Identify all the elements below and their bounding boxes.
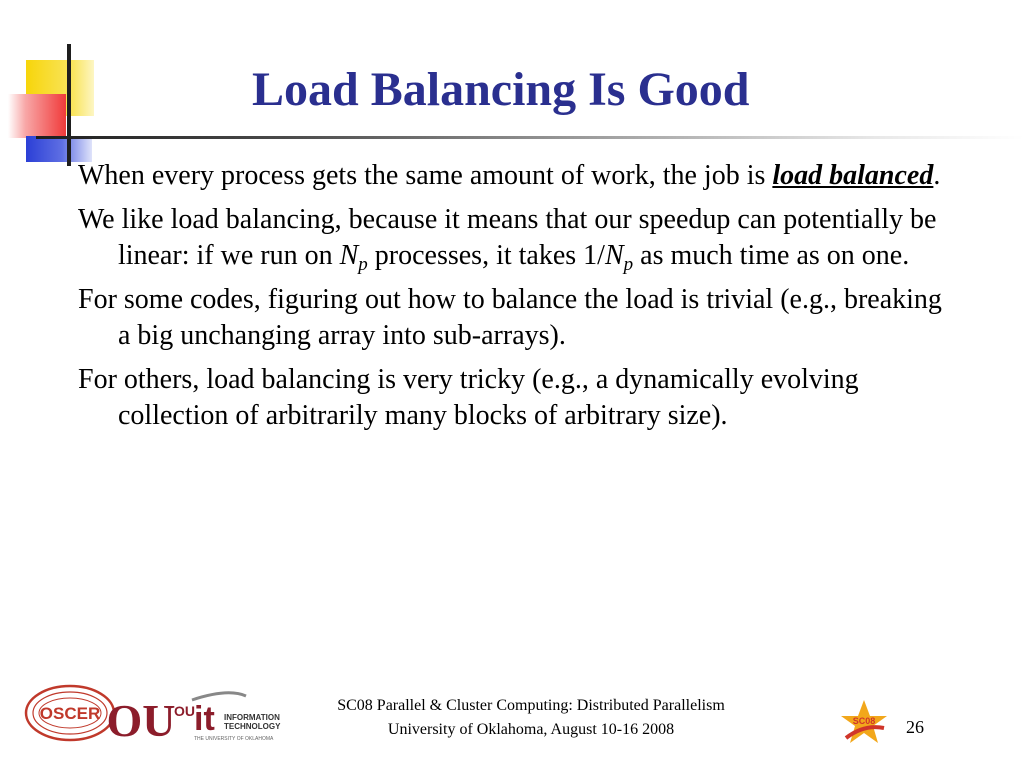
bullet-text: We like load balancing, because it means that our speedup can potentially be linear: if we run on bbox=[78, 204, 937, 271]
decor-red-square bbox=[8, 94, 66, 138]
it-logo-mark: it bbox=[194, 700, 215, 738]
title-underline bbox=[36, 136, 1024, 139]
bullet-text: processes, it takes 1/ bbox=[367, 240, 605, 271]
oscer-logo-text: OSCER bbox=[39, 704, 101, 723]
bullet-item bbox=[78, 202, 958, 274]
bullet-item: For others, load balancing is very tricky (e.g., a dynamically evolving collection of arbitrarily many blocks of arbitrary size). bbox=[78, 364, 859, 431]
bullet-text: as much time as on one. bbox=[633, 240, 910, 271]
it-logo-line2: TECHNOLOGY bbox=[224, 722, 281, 731]
bullet-text: When every process gets the same amount of work, the job is bbox=[78, 160, 773, 191]
variable-n: N bbox=[339, 240, 359, 271]
page-number: 26 bbox=[906, 717, 924, 737]
slide-title: Load Balancing Is Good bbox=[252, 63, 750, 116]
subscript-p: p bbox=[358, 254, 368, 275]
it-logo-line1: INFORMATION bbox=[224, 713, 280, 722]
information-technology-logo-icon bbox=[168, 686, 288, 746]
ou-logo-text: OU bbox=[106, 695, 176, 746]
slide-footer bbox=[0, 680, 1024, 768]
emphasis-term: load balanced bbox=[772, 160, 934, 191]
it-logo-line3: THE UNIVERSITY OF OKLAHOMA bbox=[194, 736, 274, 742]
sc08-logo-text: SC08 bbox=[852, 716, 876, 726]
sc08-logo-icon bbox=[838, 698, 890, 746]
bullet-item bbox=[78, 158, 958, 194]
ou-logo-icon bbox=[106, 684, 176, 748]
footer-text bbox=[286, 694, 776, 742]
decor-vertical-line bbox=[67, 44, 71, 166]
footer-line2: University of Oklahoma, August 10-16 2008 bbox=[387, 721, 675, 738]
bullet-text: . bbox=[933, 160, 941, 191]
bullet-item: For some codes, figuring out how to balance the load is trivial (e.g., breaking a big unchanging array into sub-arrays). bbox=[78, 284, 942, 351]
svg-text:OU: OU bbox=[174, 703, 195, 719]
bullet-list bbox=[78, 158, 958, 442]
variable-n: N bbox=[604, 240, 624, 271]
subscript-p: p bbox=[623, 254, 634, 275]
footer-line1: SC08 Parallel & Cluster Computing: Distributed Parallelism bbox=[337, 697, 725, 714]
oscer-logo-icon bbox=[24, 684, 116, 742]
